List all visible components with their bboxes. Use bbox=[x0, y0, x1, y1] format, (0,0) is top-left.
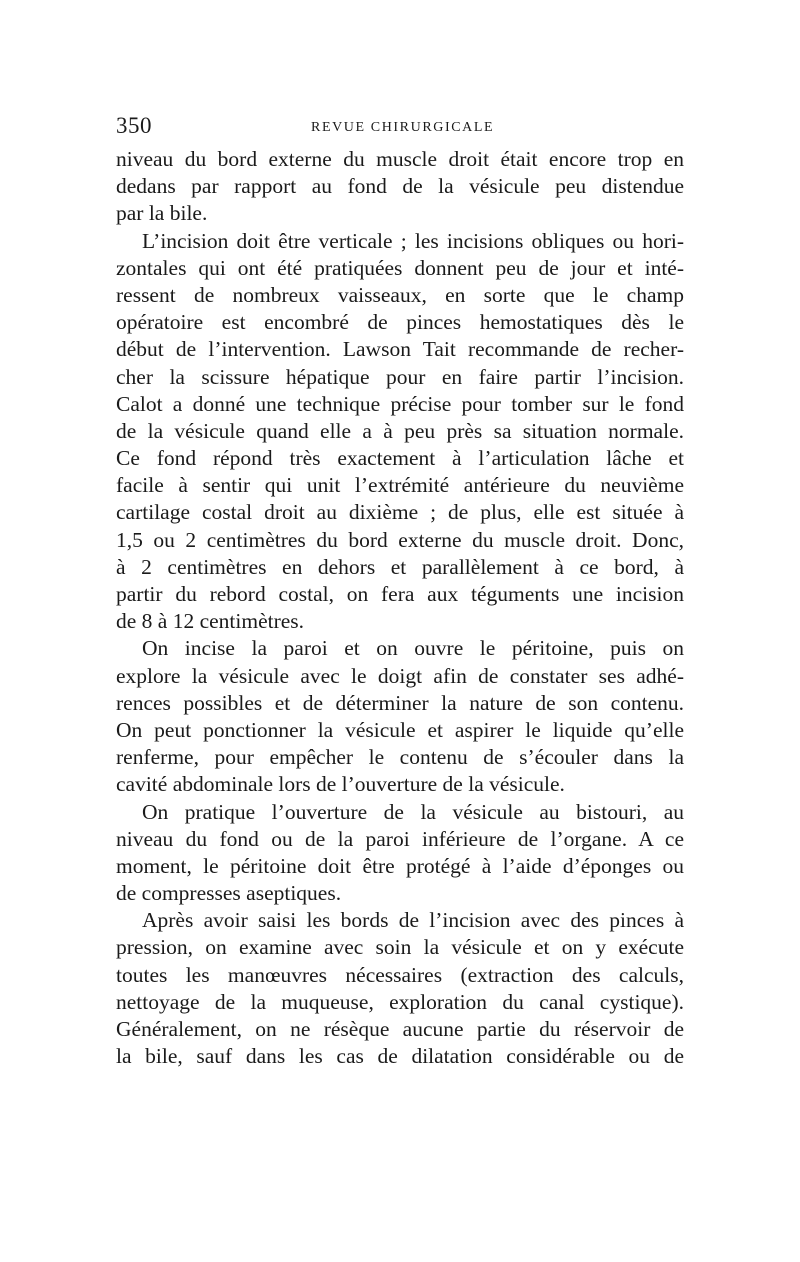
text-line: zontales qui ont été pratiquées donnent peu de jour et inté- bbox=[116, 255, 684, 280]
text-line: Après avoir saisi les bords de l’incision avec des pinces à bbox=[142, 908, 684, 933]
text-line: renferme, pour empêcher le contenu de s’écouler dans la bbox=[116, 745, 684, 770]
text-line: facile à sentir qui unit l’extrémité antérieure du neuvième bbox=[116, 473, 684, 498]
text-line: Ce fond répond très exactement à l’articulation lâche et bbox=[116, 446, 684, 471]
text-line: rences possibles et de déterminer la nature de son contenu. bbox=[116, 690, 684, 715]
text-line: de 8 à 12 centimètres. bbox=[116, 609, 305, 634]
text-line: dedans par rapport au fond de la vésicule peu distendue bbox=[116, 174, 684, 199]
text-line: début de l’intervention. Lawson Tait recommande de recher- bbox=[116, 337, 684, 362]
text-line: à 2 centimètres en dehors et parallèlement à ce bord, à bbox=[116, 554, 684, 579]
text-line: On incise la paroi et on ouvre le péritoine, puis on bbox=[142, 636, 684, 661]
text-line: par la bile. bbox=[116, 201, 208, 226]
text-line: pression, on examine avec soin la vésicule et on y exécute bbox=[116, 935, 684, 960]
text-line: niveau du fond ou de la paroi inférieure de l’organe. A ce bbox=[116, 826, 684, 851]
text-line: explore la vésicule avec le doigt afin de constater ses adhé- bbox=[116, 663, 684, 688]
text-line: opératoire est encombré de pinces hemostatiques dès le bbox=[116, 310, 684, 335]
text-line: cavité abdominale lors de l’ouverture de la vésicule. bbox=[116, 772, 565, 797]
body-text bbox=[116, 146, 684, 1070]
text-line: On peut ponctionner la vésicule et aspirer le liquide qu’elle bbox=[116, 717, 684, 742]
text-line: toutes les manœuvres nécessaires (extraction des calculs, bbox=[116, 962, 684, 987]
text-line: de compresses aseptiques. bbox=[116, 881, 342, 906]
text-line: 1,5 ou 2 centimètres du bord externe du muscle droit. Donc, bbox=[116, 527, 684, 552]
text-line: nettoyage de la muqueuse, exploration du canal cystique). bbox=[116, 989, 684, 1014]
page-number: 350 bbox=[116, 113, 152, 138]
text-line: Généralement, on ne résèque aucune partie du réservoir de bbox=[116, 1017, 684, 1041]
text-line: L’incision doit être verticale ; les incisions obliques ou hori- bbox=[142, 228, 684, 253]
running-title: REVUE CHIRURGICALE bbox=[311, 120, 495, 135]
page-header bbox=[116, 113, 684, 143]
text-line: Calot a donné une technique précise pour tomber sur le fond bbox=[116, 391, 684, 416]
text-line: moment, le péritoine doit être protégé à l’aide d’éponges ou bbox=[116, 853, 684, 878]
text-line: ressent de nombreux vaisseaux, en sorte que le champ bbox=[116, 282, 684, 307]
text-line: la bile, sauf dans les cas de dilatation considérable ou de bbox=[116, 1044, 684, 1069]
text-line: partir du rebord costal, on fera aux téguments une incision bbox=[116, 582, 684, 606]
text-line: niveau du bord externe du muscle droit était encore trop en bbox=[116, 147, 684, 171]
text-line: de la vésicule quand elle a à peu près sa situation normale. bbox=[116, 418, 684, 443]
text-line: cartilage costal droit au dixième ; de plus, elle est située à bbox=[116, 500, 684, 525]
text-line: On pratique l’ouverture de la vésicule au bistouri, au bbox=[142, 799, 684, 824]
text-line: cher la scissure hépatique pour en faire partir l’incision. bbox=[116, 364, 684, 389]
